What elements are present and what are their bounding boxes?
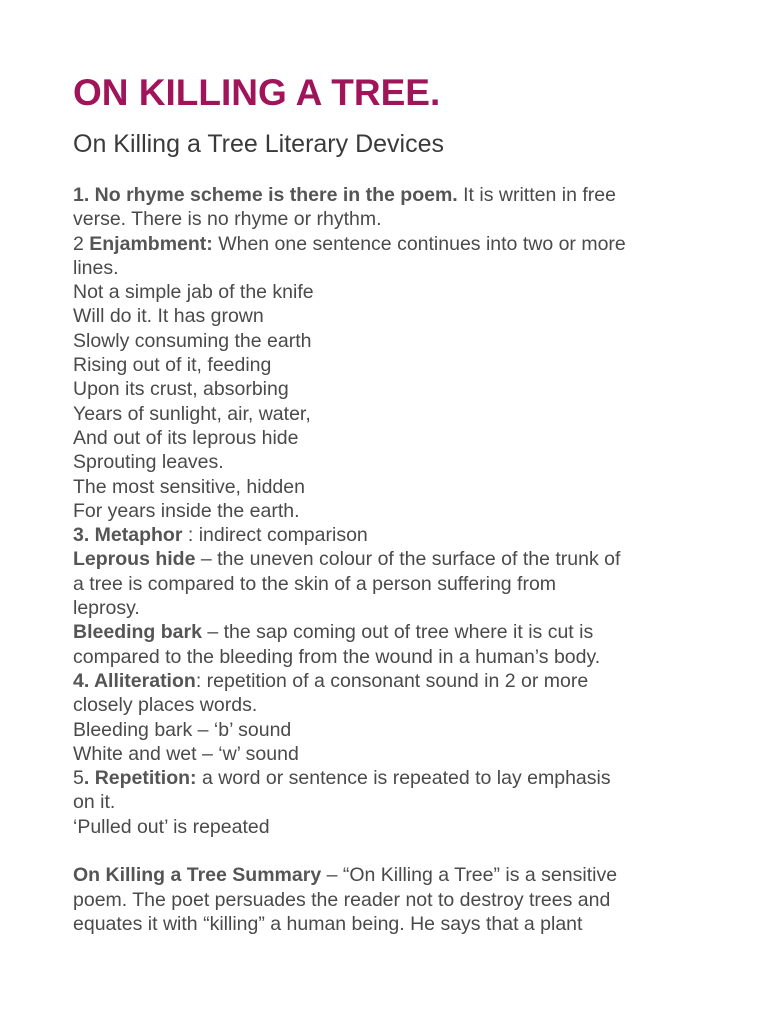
line-text: When one sentence continues into two or more [212, 232, 626, 255]
line-text: 5 [73, 767, 84, 790]
text-line [73, 232, 733, 256]
text-line [73, 547, 733, 571]
text-line [73, 718, 733, 742]
line-text: – the sap coming out of tree where it is cut is [201, 621, 594, 644]
line-text: Years of sunlight, air, water, [73, 402, 311, 425]
text-line [73, 426, 733, 450]
line-text: Slowly consuming the earth [73, 329, 312, 352]
text-line [73, 596, 733, 620]
text-line [73, 888, 733, 912]
text-line [73, 256, 733, 280]
line-text: : indirect comparison [182, 524, 368, 547]
line-text: For years inside the earth. [73, 499, 300, 522]
text-line [73, 207, 733, 231]
bold-term: On Killing a Tree Summary [73, 864, 322, 887]
text-line [73, 475, 733, 499]
line-text: The most sensitive, hidden [73, 475, 305, 498]
text-line [73, 499, 733, 523]
bold-term: 1. No rhyme scheme is there in the poem. [73, 184, 458, 206]
bold-term: Enjambment: [89, 232, 213, 255]
line-text: White and wet – ‘w’ sound [73, 742, 299, 765]
text-line [73, 402, 733, 426]
line-text: lines. [73, 256, 119, 279]
bold-term: Bleeding bark [73, 621, 202, 644]
page-title: ON KILLING A TREE. [73, 72, 441, 113]
text-line [73, 620, 733, 644]
line-text: on it. [73, 791, 116, 814]
bold-term: 4. Alliteration [73, 669, 196, 692]
text-line [73, 742, 733, 766]
text-line [73, 669, 733, 693]
text-line [73, 572, 733, 596]
line-text: And out of its leprous hide [73, 426, 299, 449]
line-text: : repetition of a consonant sound in 2 or more [195, 669, 589, 692]
line-text: 2 [73, 232, 90, 255]
text-line [73, 790, 733, 814]
text-line [73, 815, 733, 839]
bold-term: . Repetition: [83, 767, 197, 790]
line-text: verse. There is no rhyme or rhythm. [73, 208, 382, 231]
text-line [73, 645, 733, 669]
text-line [73, 523, 733, 547]
text-line [73, 353, 733, 377]
text-line [73, 304, 733, 328]
line-text: compared to the bleeding from the wound in a human’s body. [73, 645, 601, 668]
page-subtitle: On Killing a Tree Literary Devices [73, 130, 444, 158]
line-text: a word or sentence is repeated to lay emphasis [196, 767, 611, 790]
line-text: a tree is compared to the skin of a person suffering from [73, 572, 557, 595]
line-text: Upon its crust, absorbing [73, 378, 289, 401]
line-text: poem. The poet persuades the reader not to destroy trees and [73, 888, 611, 911]
bold-term: Leprous hide [73, 548, 196, 571]
document-body [73, 183, 733, 936]
text-line [73, 863, 733, 887]
line-text: equates it with “killing” a human being. He says that a plant [73, 912, 583, 935]
line-text: Bleeding bark – ‘b’ sound [73, 718, 292, 741]
line-text: – the uneven colour of the surface of the trunk of [195, 548, 621, 571]
text-line [73, 280, 733, 304]
text-line [73, 183, 733, 207]
line-text: – “On Killing a Tree” is a sensitive [321, 864, 618, 887]
line-text: Not a simple jab of the knife [73, 281, 314, 304]
text-line [73, 912, 733, 936]
line-text: ‘Pulled out’ is repeated [73, 815, 270, 838]
text-line [73, 329, 733, 353]
line-text: Sprouting leaves. [73, 451, 224, 474]
line-text: leprosy. [73, 597, 140, 620]
line-text: Rising out of it, feeding [73, 354, 272, 377]
line-text: closely places words. [73, 694, 258, 717]
bold-term: 3. Metaphor [73, 524, 183, 547]
text-line [73, 450, 733, 474]
text-line [73, 693, 733, 717]
text-line [73, 377, 733, 401]
text-line [73, 766, 733, 790]
blank-line [73, 839, 733, 863]
line-text: Will do it. It has grown [73, 305, 264, 328]
line-text: It is written in free [457, 184, 616, 206]
